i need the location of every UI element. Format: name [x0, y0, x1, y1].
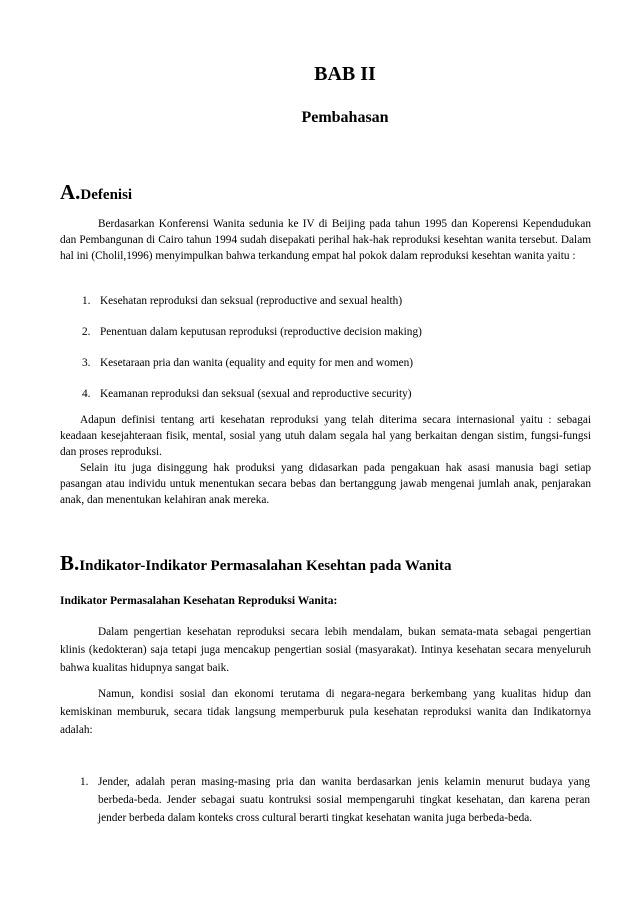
chapter-title: BAB II	[314, 63, 376, 85]
section-a-list-item-3	[82, 355, 592, 371]
list-number: 1.	[82, 295, 91, 307]
section-a-list-item-4	[82, 386, 592, 402]
list-number: 4.	[82, 388, 91, 400]
section-b-heading-text: Indikator-Indikator Permasalahan Kesehtan pada Wanita	[79, 558, 452, 574]
chapter-subtitle: Pembahasan	[301, 109, 389, 126]
section-b-heading	[60, 553, 452, 576]
section-b-paragraph-1: Dalam pengertian kesehatan reproduksi secara lebih mendalam, bukan semata-mata sebagai pengertian klinis (kedokteran) saja tetapi juga mencakup pengertian sosial (masyarakat). Intinya kesehatan secara menyeluruh bahwa kualitas hidupnya sangat baik.	[60, 626, 591, 674]
list-text: Jender, adalah peran masing-masing pria dan wanita berdasarkan jenis kelamin menurut budaya yang berbeda-beda. Jender sebagai suatu kontruksi sosial mempengaruhi tingkat kesehatan, dan karena peran jender berbeda dalam konteks cross cultural berarti tingkat kesehatan wanita juga berbeda-beda.	[98, 776, 590, 824]
section-a-list-item-1	[82, 293, 592, 309]
list-text: Penentuan dalam keputusan reproduksi (reproductive decision making)	[100, 326, 422, 338]
list-text: Kesehatan reproduksi dan seksual (reproductive and sexual health)	[100, 295, 403, 307]
section-a-paragraph-3: Selain itu juga disinggung hak produksi yang didasarkan pada pengakuan hak asasi manusia bagi setiap pasangan atau individu untuk menentukan secara bebas dan bertanggung jawab mengenai jumlah anak, penjarakan anak, dan menentukan kelahiran anak mereka.	[60, 462, 591, 506]
list-number: 3.	[82, 357, 91, 369]
section-a-paragraph-1-block	[60, 216, 591, 264]
section-b-paragraph-2-block	[60, 685, 591, 739]
section-b-subheading: Indikator Permasalahan Kesehatan Reproduksi Wanita:	[60, 595, 338, 607]
list-number: 2.	[82, 326, 91, 338]
section-a-paragraph-2: Adapun definisi tentang arti kesehatan reproduksi yang telah diterima secara internasional yaitu : sebagai keadaan kesejahteraan fisik, mental, sosial yang utuh dalam segala hal yang berkaitan dengan sistim, fungsi-fungsi dan proses reproduksi.	[60, 414, 591, 458]
section-a-paragraph-1: Berdasarkan Konferensi Wanita sedunia ke IV di Beijing pada tahun 1995 dan Koperensi Kependudukan dan Pembangunan di Cairo tahun 1994 sudah disepakati perihal hak-hak reproduksi kesehtan wanita tersebut. Dalam hal ini (Cholil,1996) menyimpulkan bahwa terkandung empat hal pokok dalam reproduksi kesehtan wanita yaitu :	[60, 218, 591, 262]
section-a-letter: A.	[60, 180, 81, 204]
section-b-paragraph-1-block	[60, 623, 591, 677]
section-b-letter: B.	[60, 551, 80, 575]
list-text: Keamanan reproduksi dan seksual (sexual and reproductive security)	[100, 388, 412, 400]
section-a-heading	[60, 182, 132, 205]
section-a-paragraph-2-block	[60, 412, 591, 508]
section-a-heading-text: Defenisi	[80, 187, 133, 203]
list-text: Kesetaraan pria dan wanita (equality and equity for men and women)	[100, 357, 414, 369]
list-number: 1.	[80, 776, 89, 788]
section-a-list-item-2	[82, 324, 592, 340]
section-b-list-item-1	[80, 773, 590, 827]
section-b-paragraph-2: Namun, kondisi sosial dan ekonomi terutama di negara-negara berkembang yang kualitas hidup dan kemiskinan memburuk, secara tidak langsung memperburuk pula kesehatan reproduksi wanita dan Indikatornya adalah:	[60, 688, 591, 736]
